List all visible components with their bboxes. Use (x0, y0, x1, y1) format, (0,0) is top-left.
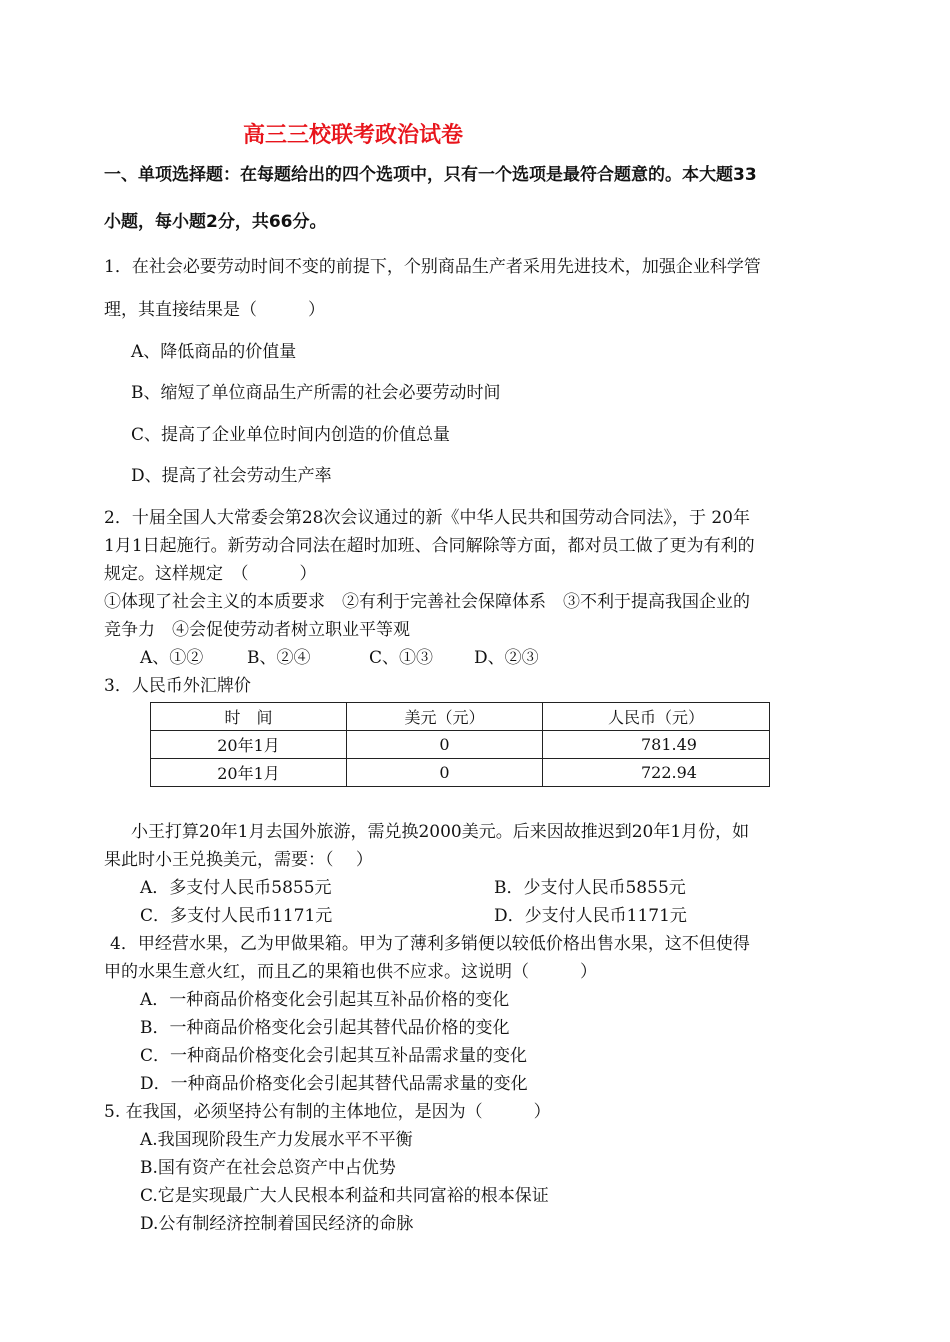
table-cell: 20年1月 (151, 731, 347, 759)
q5-option-c: C.它是实现最广大人民根本利益和共同富裕的根本保证 (140, 1186, 549, 1206)
table-header-cell: 人民币（元） (543, 703, 770, 731)
q2-items-line-1: ①体现了社会主义的本质要求 ②有利于完善社会保障体系 ③不利于提高我国企业的 (104, 592, 750, 612)
table-cell: 781.49 (543, 731, 770, 759)
q3-option-d: D．少支付人民币1171元 (494, 906, 687, 926)
table-header-cell: 时 间 (151, 703, 347, 731)
table-row (151, 759, 770, 787)
q2-stem-line-1: 2．十届全国人大常委会第28次会议通过的新《中华人民共和国劳动合同法》，于 20年 (104, 508, 750, 528)
q2-option-d: D、②③ (474, 648, 539, 668)
q5-option-d: D.公有制经济控制着国民经济的命脉 (140, 1214, 414, 1234)
q4-option-c: C．一种商品价格变化会引起其互补品需求量的变化 (140, 1046, 528, 1066)
table-header-cell: 美元（元） (347, 703, 543, 731)
section-heading-line-1: 一、单项选择题：在每题给出的四个选项中，只有一个选项是最符合题意的。本大题33 (104, 165, 757, 185)
exchange-rate-table (150, 702, 770, 787)
q1-stem-line-1: 1．在社会必要劳动时间不变的前提下，个别商品生产者采用先进技术，加强企业科学管 (104, 257, 761, 277)
q3-option-c: C．多支付人民币1171元 (140, 906, 333, 926)
q4-option-b: B．一种商品价格变化会引起其替代品价格的变化 (140, 1018, 510, 1038)
table-cell: 20年1月 (151, 759, 347, 787)
q2-option-c: C、①③ (369, 648, 434, 668)
q4-stem-line-2: 甲的水果生意火红，而且乙的果箱也供不应求。这说明（ ） (104, 962, 597, 982)
table-cell: 0 (347, 731, 543, 759)
section-heading-line-2: 小题，每小题2分，共66分。 (104, 212, 327, 232)
q2-items-line-2: 竞争力 ④会促使劳动者树立职业平等观 (104, 620, 410, 640)
table-row (151, 731, 770, 759)
table-header-row (151, 703, 770, 731)
q4-stem-line-1: 4．甲经营水果，乙为甲做果箱。甲为了薄利多销便以较低价格出售水果，这不但使得 (110, 934, 750, 954)
q4-option-a: A．一种商品价格变化会引起其互补品价格的变化 (140, 990, 510, 1010)
q3-text-line-1: 小王打算20年1月去国外旅游，需兑换2000美元。后来因故推迟到20年1月份，如 (131, 822, 750, 842)
table-cell: 722.94 (543, 759, 770, 787)
q5-option-a: A.我国现阶段生产力发展水平不平衡 (140, 1130, 413, 1150)
q1-option-a: A、降低商品的价值量 (131, 342, 297, 362)
q1-option-b: B、缩短了单位商品生产所需的社会必要劳动时间 (131, 383, 501, 403)
q4-option-d: D．一种商品价格变化会引起其替代品需求量的变化 (140, 1074, 528, 1094)
q3-text-line-2: 果此时小王兑换美元，需要：（ ） (104, 850, 373, 870)
q2-option-b: B、②④ (247, 648, 311, 668)
q5-option-b: B.国有资产在社会总资产中占优势 (140, 1158, 396, 1178)
q2-option-a: A、①② (140, 648, 204, 668)
q1-option-d: D、提高了社会劳动生产率 (131, 466, 332, 486)
q3-option-a: A．多支付人民币5855元 (140, 878, 332, 898)
q3-stem: 3．人民币外汇牌价 (104, 676, 251, 696)
q1-option-c: C、提高了企业单位时间内创造的价值总量 (131, 425, 451, 445)
q5-stem: 5. 在我国，必须坚持公有制的主体地位，是因为（ ） (104, 1102, 551, 1122)
q2-stem-line-2: 1月1日起施行。新劳动合同法在超时加班、合同解除等方面，都对员工做了更为有利的 (104, 536, 755, 556)
q1-stem-line-2: 理，其直接结果是（ ） (104, 300, 325, 320)
q3-option-b: B．少支付人民币5855元 (494, 878, 686, 898)
page-title: 高三三校联考政治试卷 (243, 123, 464, 148)
table-cell: 0 (347, 759, 543, 787)
q2-stem-line-3: 规定。这样规定 （ ） (104, 564, 317, 584)
